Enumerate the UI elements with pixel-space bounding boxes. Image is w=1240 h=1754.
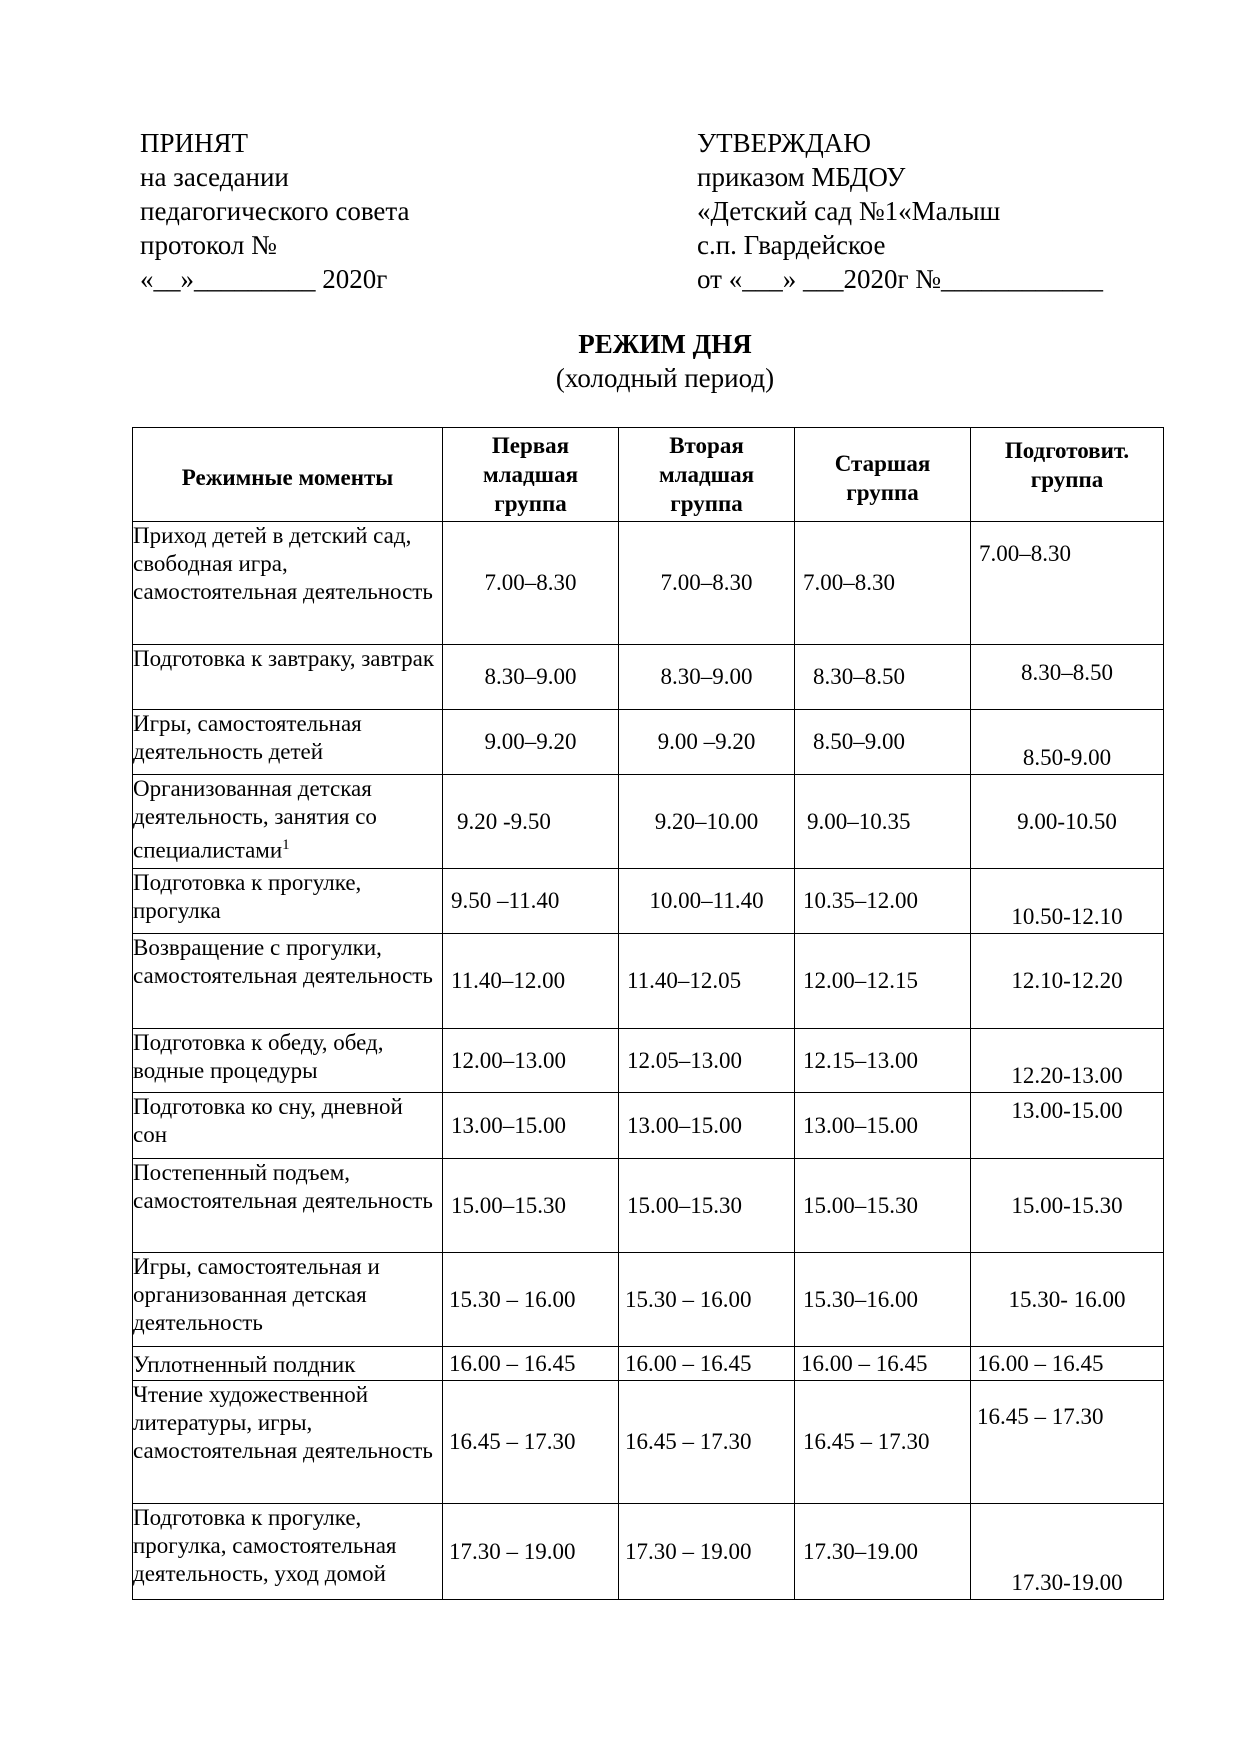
time-group-2: 16.00 – 16.45 (619, 1347, 795, 1381)
table-row (133, 1093, 1164, 1159)
row-moment: Подготовка к прогулке, прогулка (133, 869, 443, 934)
table-row (133, 775, 1164, 869)
row-moment: Возвращение с прогулки, самостоятельная деятельность (133, 934, 443, 1029)
row-moment: Подготовка к завтраку, завтрак (133, 645, 443, 710)
time-group-4: 15.30- 16.00 (971, 1253, 1164, 1347)
document-title: РЕЖИМ ДНЯ (578, 329, 752, 359)
table-row (133, 1347, 1164, 1381)
time-group-4: 9.00-10.50 (971, 775, 1164, 869)
time-group-4: 13.00-15.00 (971, 1093, 1164, 1159)
approved-meeting: на заседании (140, 162, 289, 192)
row-moment: Подготовка к прогулке, прогулка, самостоятельная деятельность, уход домой (133, 1504, 443, 1600)
time-group-3: 10.35–12.00 (795, 869, 971, 934)
confirm-location: с.п. Гвардейское (697, 230, 886, 260)
approved-protocol: протокол № (140, 230, 277, 260)
row-moment: Подготовка к обеду, обед, водные процедуры (133, 1029, 443, 1093)
time-group-2: 12.05–13.00 (619, 1029, 795, 1093)
approved-council: педагогического совета (140, 196, 410, 226)
time-group-1: 15.30 – 16.00 (443, 1253, 619, 1347)
time-group-3: 13.00–15.00 (795, 1093, 971, 1159)
row-moment: Постепенный подъем, самостоятельная деятельность (133, 1159, 443, 1253)
time-group-3: 15.30–16.00 (795, 1253, 971, 1347)
time-group-2: 7.00–8.30 (619, 522, 795, 645)
header-group-3: Старшая группа (795, 428, 971, 522)
row-moment: Игры, самостоятельная и организованная детская деятельность (133, 1253, 443, 1347)
time-group-4: 10.50-12.10 (971, 869, 1164, 934)
time-group-2: 16.45 – 17.30 (619, 1381, 795, 1504)
table-row (133, 710, 1164, 775)
confirm-organization: «Детский сад №1«Малыш (697, 196, 1001, 226)
time-group-3: 15.00–15.30 (795, 1159, 971, 1253)
approval-block-left (140, 126, 410, 296)
time-group-1: 16.00 – 16.45 (443, 1347, 619, 1381)
time-group-2: 17.30 – 19.00 (619, 1504, 795, 1600)
time-group-1: 16.45 – 17.30 (443, 1381, 619, 1504)
time-group-1: 7.00–8.30 (443, 522, 619, 645)
time-group-4: 7.00–8.30 (971, 522, 1164, 645)
header-group-2: Вторая младшая группа (619, 428, 795, 522)
time-group-3: 8.30–8.50 (795, 645, 971, 710)
row-moment: Игры, самостоятельная деятельность детей (133, 710, 443, 775)
table-row (133, 1159, 1164, 1253)
time-group-2: 15.30 – 16.00 (619, 1253, 795, 1347)
time-group-4: 17.30-19.00 (971, 1504, 1164, 1600)
table-row (133, 934, 1164, 1029)
confirm-date: от «___» ___2020г №____________ (697, 264, 1104, 294)
time-group-4: 8.50-9.00 (971, 710, 1164, 775)
time-group-3: 16.45 – 17.30 (795, 1381, 971, 1504)
time-group-1: 12.00–13.00 (443, 1029, 619, 1093)
table-row (133, 1029, 1164, 1093)
table-row (133, 1253, 1164, 1347)
row-moment: Приход детей в детский сад, свободная игра, самостоятельная деятельность (133, 522, 443, 645)
footnote-marker: 1 (282, 837, 290, 853)
time-group-3: 17.30–19.00 (795, 1504, 971, 1600)
document-subtitle: (холодный период) (555, 363, 775, 393)
time-group-4: 12.20-13.00 (971, 1029, 1164, 1093)
time-group-1: 9.20 -9.50 (443, 775, 619, 869)
row-moment: Подготовка ко сну, дневной сон (133, 1093, 443, 1159)
time-group-4: 16.45 – 17.30 (971, 1381, 1164, 1504)
confirm-order: приказом МБДОУ (697, 162, 906, 192)
time-group-2: 8.30–9.00 (619, 645, 795, 710)
row-moment-text: Организованная детская деятельность, занятия со специалистами (133, 776, 377, 863)
time-group-3: 7.00–8.30 (795, 522, 971, 645)
row-moment (133, 775, 443, 869)
time-group-2: 9.20–10.00 (619, 775, 795, 869)
time-group-1: 9.00–9.20 (443, 710, 619, 775)
time-group-1: 9.50 –11.40 (443, 869, 619, 934)
time-group-4: 12.10-12.20 (971, 934, 1164, 1029)
time-group-2: 10.00–11.40 (619, 869, 795, 934)
time-group-1: 13.00–15.00 (443, 1093, 619, 1159)
confirm-status: УТВЕРЖДАЮ (697, 128, 872, 158)
table-row (133, 1381, 1164, 1504)
time-group-2: 13.00–15.00 (619, 1093, 795, 1159)
header-group-4: Подготовит. группа (971, 428, 1164, 522)
time-group-1: 8.30–9.00 (443, 645, 619, 710)
time-group-4: 8.30–8.50 (971, 645, 1164, 710)
approved-date: «__»_________ 2020г (140, 264, 388, 294)
time-group-2: 11.40–12.05 (619, 934, 795, 1029)
time-group-3: 9.00–10.35 (795, 775, 971, 869)
time-group-2: 9.00 –9.20 (619, 710, 795, 775)
row-moment: Уплотненный полдник (133, 1347, 443, 1381)
header-group-1: Первая младшая группа (443, 428, 619, 522)
approval-block-right (697, 126, 1103, 296)
table-row (133, 522, 1164, 645)
time-group-2: 15.00–15.30 (619, 1159, 795, 1253)
table-header-row (133, 428, 1164, 522)
time-group-1: 15.00–15.30 (443, 1159, 619, 1253)
time-group-3: 12.00–12.15 (795, 934, 971, 1029)
time-group-3: 8.50–9.00 (795, 710, 971, 775)
time-group-3: 12.15–13.00 (795, 1029, 971, 1093)
row-moment: Чтение художественной литературы, игры, самостоятельная деятельность (133, 1381, 443, 1504)
time-group-3: 16.00 – 16.45 (795, 1347, 971, 1381)
header-moments: Режимные моменты (133, 428, 443, 522)
schedule-table (132, 427, 1164, 1600)
time-group-1: 11.40–12.00 (443, 934, 619, 1029)
time-group-1: 17.30 – 19.00 (443, 1504, 619, 1600)
table-row (133, 645, 1164, 710)
table-row (133, 869, 1164, 934)
approved-status: ПРИНЯТ (140, 128, 249, 158)
time-group-4: 16.00 – 16.45 (971, 1347, 1164, 1381)
time-group-4: 15.00-15.30 (971, 1159, 1164, 1253)
table-row (133, 1504, 1164, 1600)
